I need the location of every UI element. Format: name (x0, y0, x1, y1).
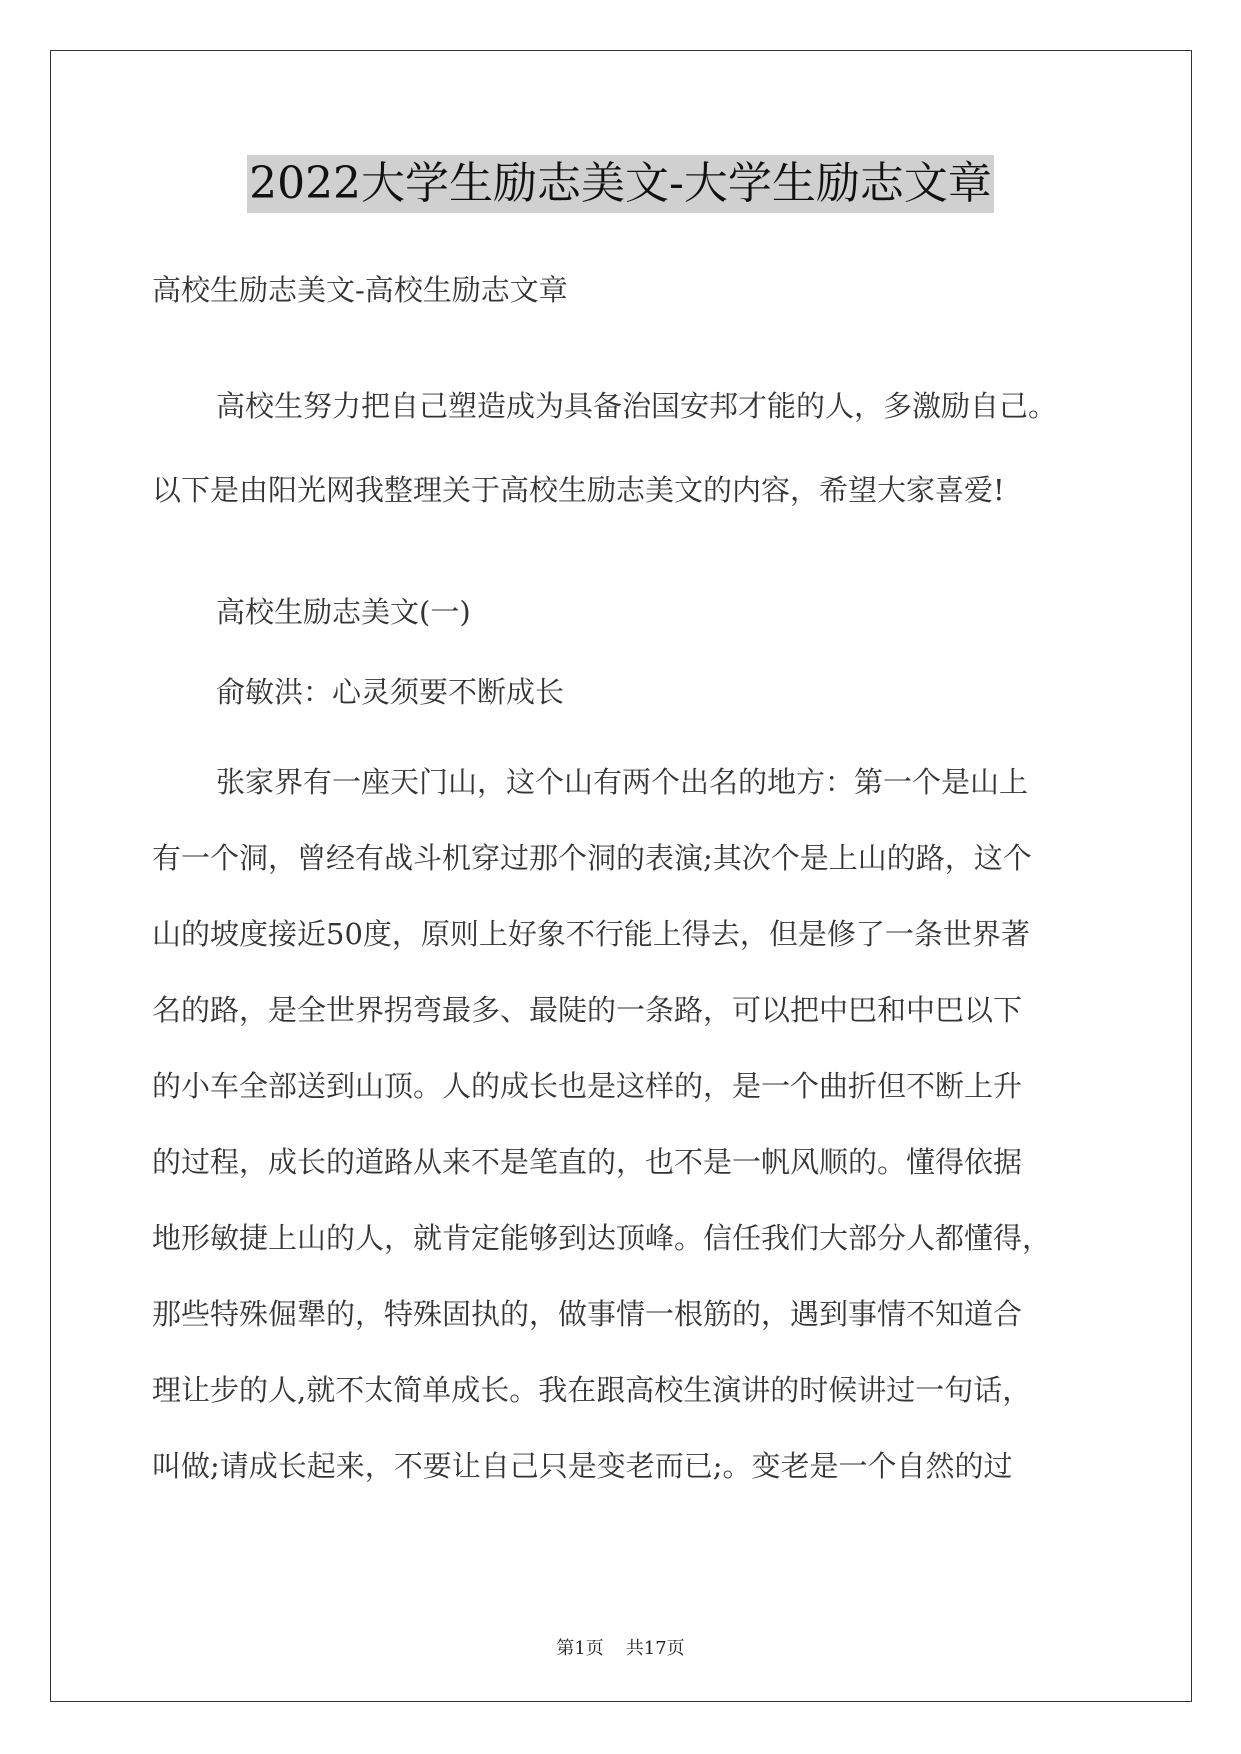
paragraph-line: 名的路，是全世界拐弯最多、最陡的一条路，可以把中巴和中巴以下 (152, 993, 1023, 1027)
paragraph-line: 那些特殊倔犟的，特殊固执的，做事情一根筋的，遇到事情不知道合 (152, 1297, 1023, 1331)
section-heading: 高校生励志美文(一) (216, 595, 471, 629)
paragraph-line: 理让步的人,就不太简单成长。我在跟高校生演讲的时候讲过一句话， (152, 1373, 1032, 1407)
page-footer (0, 1634, 1241, 1660)
paragraph-line: 的小车全部送到山顶。人的成长也是这样的，是一个曲折但不断上升 (152, 1069, 1023, 1103)
paragraph-line: 的过程，成长的道路从来不是笔直的，也不是一帆风顺的。懂得依据 (152, 1145, 1023, 1179)
document-subtitle: 高校生励志美文-高校生励志文章 (152, 273, 568, 307)
title-container (0, 155, 1241, 213)
intro-line: 高校生努力把自己塑造成为具备治国安邦才能的人，多激励自己。 (216, 389, 1058, 423)
paragraph-line: 有一个洞，曾经有战斗机穿过那个洞的表演;其次个是上山的路，这个 (152, 841, 1032, 875)
paragraph-line: 地形敏捷上山的人，就肯定能够到达顶峰。信任我们大部分人都懂得， (152, 1221, 1052, 1255)
body-paragraph (152, 744, 1092, 1504)
document-title: 2022大学生励志美文-大学生励志文章 (247, 155, 994, 213)
article-byline: 俞敏洪：心灵须要不断成长 (216, 675, 565, 709)
page-total: 共17页 (625, 1638, 685, 1659)
intro-paragraph (152, 364, 1092, 532)
paragraph-line: 山的坡度接近50度，原则上好象不行能上得去，但是修了一条世界著 (152, 917, 1030, 951)
paragraph-line: 张家界有一座天门山，这个山有两个出名的地方：第一个是山上 (216, 765, 1029, 799)
page-number: 第1页 (556, 1638, 604, 1659)
intro-line: 以下是由阳光网我整理关于高校生励志美文的内容，希望大家喜爱! (152, 473, 1005, 507)
paragraph-line: 叫做;请成长起来，不要让自己只是变老而已;。变老是一个自然的过 (152, 1449, 1013, 1483)
